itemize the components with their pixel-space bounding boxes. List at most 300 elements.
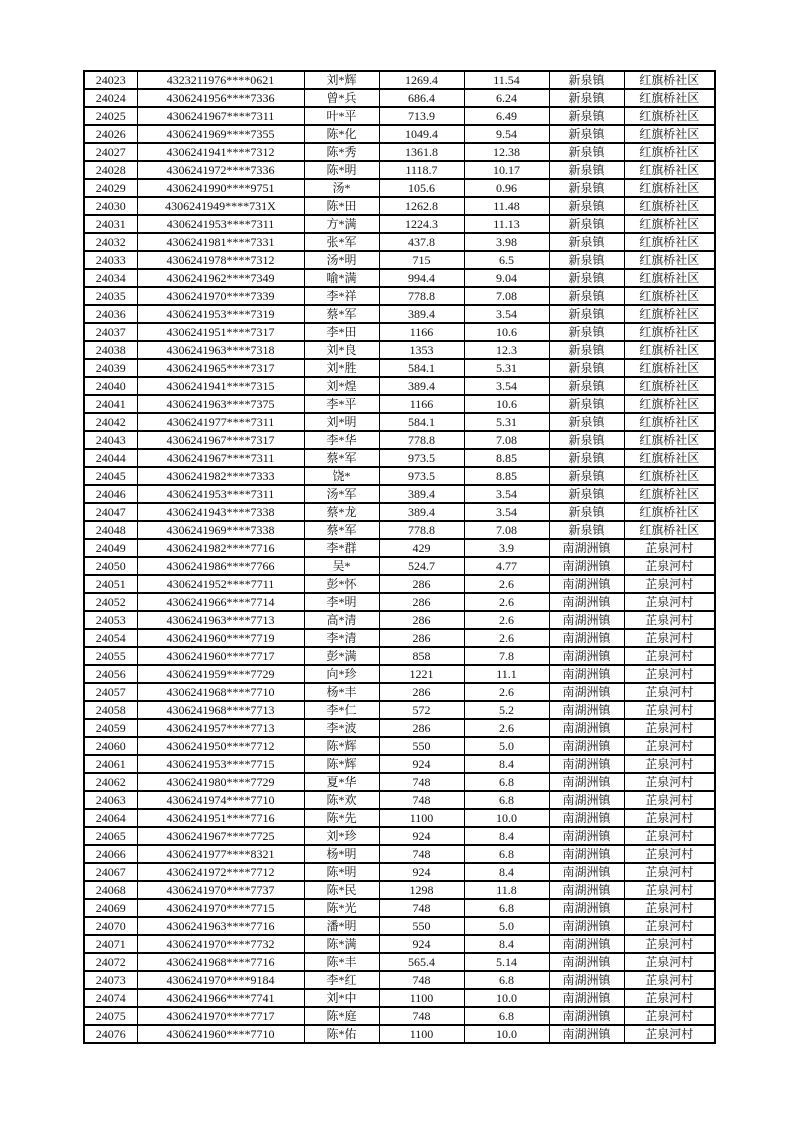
serial-cell: 24030: [84, 197, 137, 215]
table-row: [84, 575, 715, 593]
serial-cell: 24037: [84, 323, 137, 341]
amount-cell: 550: [379, 737, 464, 755]
town-cell: 南湖洲镇: [549, 1025, 624, 1043]
amount-cell: 286: [379, 575, 464, 593]
serial-cell: 24041: [84, 395, 137, 413]
amount-cell: 286: [379, 593, 464, 611]
rate-cell: 2.6: [464, 593, 549, 611]
village-cell: 红旗桥社区: [624, 269, 715, 287]
town-cell: 南湖洲镇: [549, 935, 624, 953]
serial-cell: 24070: [84, 917, 137, 935]
name-cell: 李*红: [304, 971, 379, 989]
id-number-cell: 4306241953****7311: [137, 215, 304, 233]
village-cell: 红旗桥社区: [624, 305, 715, 323]
id-number-cell: 4306241950****7712: [137, 737, 304, 755]
id-number-cell: 4306241970****7717: [137, 1007, 304, 1025]
id-number-cell: 4306241967****7725: [137, 827, 304, 845]
town-cell: 新泉镇: [549, 449, 624, 467]
town-cell: 南湖洲镇: [549, 809, 624, 827]
rate-cell: 11.13: [464, 215, 549, 233]
serial-cell: 24034: [84, 269, 137, 287]
serial-cell: 24033: [84, 251, 137, 269]
serial-cell: 24058: [84, 701, 137, 719]
name-cell: 陈*先: [304, 809, 379, 827]
serial-cell: 24039: [84, 359, 137, 377]
rate-cell: 6.8: [464, 773, 549, 791]
table-row: [84, 539, 715, 557]
name-cell: 杨*丰: [304, 683, 379, 701]
town-cell: 南湖洲镇: [549, 1007, 624, 1025]
table-row: [84, 287, 715, 305]
id-number-cell: 4306241963****7318: [137, 341, 304, 359]
name-cell: 喻*满: [304, 269, 379, 287]
village-cell: 红旗桥社区: [624, 521, 715, 539]
id-number-cell: 4306241963****7375: [137, 395, 304, 413]
name-cell: 李*华: [304, 431, 379, 449]
town-cell: 南湖洲镇: [549, 971, 624, 989]
name-cell: 高*清: [304, 611, 379, 629]
town-cell: 南湖洲镇: [549, 899, 624, 917]
table-row: [84, 125, 715, 143]
town-cell: 南湖洲镇: [549, 791, 624, 809]
serial-cell: 24044: [84, 449, 137, 467]
rate-cell: 8.4: [464, 827, 549, 845]
name-cell: 汤*: [304, 179, 379, 197]
rate-cell: 3.9: [464, 539, 549, 557]
id-number-cell: 4306241970****7715: [137, 899, 304, 917]
table-row: [84, 89, 715, 107]
village-cell: 红旗桥社区: [624, 215, 715, 233]
name-cell: 陈*辉: [304, 737, 379, 755]
name-cell: 刘*明: [304, 413, 379, 431]
town-cell: 新泉镇: [549, 413, 624, 431]
amount-cell: 286: [379, 683, 464, 701]
amount-cell: 973.5: [379, 449, 464, 467]
id-number-cell: 4306241982****7333: [137, 467, 304, 485]
amount-cell: 584.1: [379, 413, 464, 431]
village-cell: 芷泉河村: [624, 593, 715, 611]
records-table: [83, 70, 716, 1044]
name-cell: 刘*良: [304, 341, 379, 359]
town-cell: 南湖洲镇: [549, 863, 624, 881]
table-row: [84, 377, 715, 395]
id-number-cell: 4306241960****7719: [137, 629, 304, 647]
town-cell: 南湖洲镇: [549, 917, 624, 935]
id-number-cell: 4306241951****7716: [137, 809, 304, 827]
name-cell: 陈*明: [304, 863, 379, 881]
town-cell: 新泉镇: [549, 521, 624, 539]
serial-cell: 24066: [84, 845, 137, 863]
village-cell: 芷泉河村: [624, 755, 715, 773]
amount-cell: 1118.7: [379, 161, 464, 179]
village-cell: 芷泉河村: [624, 1007, 715, 1025]
town-cell: 新泉镇: [549, 395, 624, 413]
town-cell: 新泉镇: [549, 71, 624, 89]
town-cell: 南湖洲镇: [549, 647, 624, 665]
table-row: [84, 395, 715, 413]
amount-cell: 105.6: [379, 179, 464, 197]
village-cell: 芷泉河村: [624, 557, 715, 575]
amount-cell: 1298: [379, 881, 464, 899]
table-row: [84, 719, 715, 737]
village-cell: 芷泉河村: [624, 809, 715, 827]
amount-cell: 748: [379, 791, 464, 809]
rate-cell: 10.0: [464, 989, 549, 1007]
table-row: [84, 467, 715, 485]
town-cell: 新泉镇: [549, 305, 624, 323]
amount-cell: 748: [379, 971, 464, 989]
village-cell: 芷泉河村: [624, 683, 715, 701]
rate-cell: 2.6: [464, 611, 549, 629]
table-row: [84, 161, 715, 179]
town-cell: 新泉镇: [549, 323, 624, 341]
serial-cell: 24055: [84, 647, 137, 665]
id-number-cell: 4306241982****7716: [137, 539, 304, 557]
rate-cell: 7.8: [464, 647, 549, 665]
rate-cell: 8.4: [464, 935, 549, 953]
amount-cell: 286: [379, 719, 464, 737]
town-cell: 南湖洲镇: [549, 629, 624, 647]
village-cell: 红旗桥社区: [624, 431, 715, 449]
id-number-cell: 4306241978****7312: [137, 251, 304, 269]
town-cell: 南湖洲镇: [549, 773, 624, 791]
serial-cell: 24060: [84, 737, 137, 755]
id-number-cell: 4306241963****7716: [137, 917, 304, 935]
table-row: [84, 71, 715, 89]
town-cell: 南湖洲镇: [549, 719, 624, 737]
amount-cell: 715: [379, 251, 464, 269]
name-cell: 潘*明: [304, 917, 379, 935]
table-row: [84, 449, 715, 467]
village-cell: 红旗桥社区: [624, 467, 715, 485]
serial-cell: 24027: [84, 143, 137, 161]
village-cell: 芷泉河村: [624, 665, 715, 683]
amount-cell: 1100: [379, 989, 464, 1007]
serial-cell: 24045: [84, 467, 137, 485]
name-cell: 汤*明: [304, 251, 379, 269]
town-cell: 南湖洲镇: [549, 557, 624, 575]
town-cell: 新泉镇: [549, 287, 624, 305]
rate-cell: 8.4: [464, 863, 549, 881]
town-cell: 新泉镇: [549, 233, 624, 251]
id-number-cell: 4306241967****7317: [137, 431, 304, 449]
amount-cell: 1361.8: [379, 143, 464, 161]
rate-cell: 11.8: [464, 881, 549, 899]
village-cell: 红旗桥社区: [624, 485, 715, 503]
amount-cell: 778.8: [379, 431, 464, 449]
village-cell: 红旗桥社区: [624, 359, 715, 377]
serial-cell: 24063: [84, 791, 137, 809]
amount-cell: 1166: [379, 323, 464, 341]
town-cell: 新泉镇: [549, 89, 624, 107]
town-cell: 南湖洲镇: [549, 611, 624, 629]
rate-cell: 6.24: [464, 89, 549, 107]
town-cell: 南湖洲镇: [549, 953, 624, 971]
amount-cell: 924: [379, 827, 464, 845]
serial-cell: 24024: [84, 89, 137, 107]
village-cell: 芷泉河村: [624, 881, 715, 899]
table-row: [84, 269, 715, 287]
id-number-cell: 4306241966****7741: [137, 989, 304, 1007]
amount-cell: 713.9: [379, 107, 464, 125]
rate-cell: 5.31: [464, 413, 549, 431]
village-cell: 芷泉河村: [624, 1025, 715, 1043]
village-cell: 红旗桥社区: [624, 503, 715, 521]
table-row: [84, 971, 715, 989]
amount-cell: 1100: [379, 809, 464, 827]
rate-cell: 10.0: [464, 809, 549, 827]
id-number-cell: 4306241959****7729: [137, 665, 304, 683]
name-cell: 彭*满: [304, 647, 379, 665]
table-row: [84, 143, 715, 161]
amount-cell: 389.4: [379, 305, 464, 323]
rate-cell: 9.04: [464, 269, 549, 287]
rate-cell: 5.31: [464, 359, 549, 377]
table-row: [84, 521, 715, 539]
serial-cell: 24029: [84, 179, 137, 197]
table-row: [84, 107, 715, 125]
id-number-cell: 4306241972****7336: [137, 161, 304, 179]
amount-cell: 1049.4: [379, 125, 464, 143]
rate-cell: 7.08: [464, 431, 549, 449]
name-cell: 蔡*军: [304, 521, 379, 539]
rate-cell: 0.96: [464, 179, 549, 197]
serial-cell: 24048: [84, 521, 137, 539]
table-row: [84, 989, 715, 1007]
village-cell: 红旗桥社区: [624, 89, 715, 107]
village-cell: 红旗桥社区: [624, 341, 715, 359]
name-cell: 彭*怀: [304, 575, 379, 593]
amount-cell: 858: [379, 647, 464, 665]
name-cell: 蔡*军: [304, 449, 379, 467]
rate-cell: 11.54: [464, 71, 549, 89]
serial-cell: 24072: [84, 953, 137, 971]
amount-cell: 286: [379, 629, 464, 647]
amount-cell: 748: [379, 899, 464, 917]
serial-cell: 24051: [84, 575, 137, 593]
serial-cell: 24049: [84, 539, 137, 557]
town-cell: 新泉镇: [549, 377, 624, 395]
rate-cell: 6.5: [464, 251, 549, 269]
table-row: [84, 773, 715, 791]
name-cell: 向*珍: [304, 665, 379, 683]
amount-cell: 584.1: [379, 359, 464, 377]
name-cell: 杨*明: [304, 845, 379, 863]
id-number-cell: 4306241977****7311: [137, 413, 304, 431]
village-cell: 红旗桥社区: [624, 395, 715, 413]
village-cell: 芷泉河村: [624, 863, 715, 881]
table-row: [84, 1007, 715, 1025]
name-cell: 李*祥: [304, 287, 379, 305]
rate-cell: 3.54: [464, 377, 549, 395]
town-cell: 南湖洲镇: [549, 827, 624, 845]
town-cell: 南湖洲镇: [549, 989, 624, 1007]
id-number-cell: 4306241960****7717: [137, 647, 304, 665]
rate-cell: 2.6: [464, 683, 549, 701]
village-cell: 红旗桥社区: [624, 197, 715, 215]
table-row: [84, 665, 715, 683]
town-cell: 新泉镇: [549, 125, 624, 143]
name-cell: 陈*化: [304, 125, 379, 143]
table-row: [84, 251, 715, 269]
id-number-cell: 4306241956****7336: [137, 89, 304, 107]
rate-cell: 6.8: [464, 899, 549, 917]
serial-cell: 24053: [84, 611, 137, 629]
village-cell: 芷泉河村: [624, 701, 715, 719]
town-cell: 新泉镇: [549, 503, 624, 521]
town-cell: 新泉镇: [549, 143, 624, 161]
rate-cell: 9.54: [464, 125, 549, 143]
table-row: [84, 305, 715, 323]
village-cell: 红旗桥社区: [624, 251, 715, 269]
name-cell: 刘*珍: [304, 827, 379, 845]
rate-cell: 11.48: [464, 197, 549, 215]
town-cell: 南湖洲镇: [549, 683, 624, 701]
id-number-cell: 4306241941****7312: [137, 143, 304, 161]
name-cell: 陈*丰: [304, 953, 379, 971]
serial-cell: 24073: [84, 971, 137, 989]
table-row: [84, 737, 715, 755]
village-cell: 芷泉河村: [624, 737, 715, 755]
rate-cell: 10.17: [464, 161, 549, 179]
id-number-cell: 4306241970****7732: [137, 935, 304, 953]
town-cell: 南湖洲镇: [549, 881, 624, 899]
rate-cell: 3.54: [464, 305, 549, 323]
amount-cell: 1224.3: [379, 215, 464, 233]
village-cell: 红旗桥社区: [624, 143, 715, 161]
name-cell: 刘*胜: [304, 359, 379, 377]
name-cell: 蔡*军: [304, 305, 379, 323]
table-row: [84, 647, 715, 665]
town-cell: 南湖洲镇: [549, 593, 624, 611]
town-cell: 南湖洲镇: [549, 575, 624, 593]
serial-cell: 24040: [84, 377, 137, 395]
village-cell: 芷泉河村: [624, 899, 715, 917]
table-row: [84, 341, 715, 359]
rate-cell: 5.0: [464, 917, 549, 935]
table-row: [84, 1025, 715, 1043]
amount-cell: 1262.8: [379, 197, 464, 215]
name-cell: 陈*庭: [304, 1007, 379, 1025]
village-cell: 芷泉河村: [624, 935, 715, 953]
rate-cell: 10.6: [464, 323, 549, 341]
table-row: [84, 755, 715, 773]
town-cell: 南湖洲镇: [549, 755, 624, 773]
id-number-cell: 4306241953****7311: [137, 485, 304, 503]
amount-cell: 1166: [379, 395, 464, 413]
village-cell: 红旗桥社区: [624, 107, 715, 125]
rate-cell: 8.85: [464, 449, 549, 467]
name-cell: 陈*明: [304, 161, 379, 179]
table-row: [84, 917, 715, 935]
table-row: [84, 935, 715, 953]
rate-cell: 11.1: [464, 665, 549, 683]
town-cell: 新泉镇: [549, 107, 624, 125]
town-cell: 新泉镇: [549, 269, 624, 287]
serial-cell: 24028: [84, 161, 137, 179]
id-number-cell: 4306241962****7349: [137, 269, 304, 287]
serial-cell: 24071: [84, 935, 137, 953]
id-number-cell: 4306241969****7355: [137, 125, 304, 143]
table-row: [84, 557, 715, 575]
serial-cell: 24052: [84, 593, 137, 611]
id-number-cell: 4306241981****7331: [137, 233, 304, 251]
amount-cell: 1269.4: [379, 71, 464, 89]
serial-cell: 24075: [84, 1007, 137, 1025]
town-cell: 新泉镇: [549, 431, 624, 449]
town-cell: 新泉镇: [549, 485, 624, 503]
rate-cell: 5.14: [464, 953, 549, 971]
table-row: [84, 827, 715, 845]
rate-cell: 4.77: [464, 557, 549, 575]
name-cell: 李*明: [304, 593, 379, 611]
village-cell: 芷泉河村: [624, 575, 715, 593]
rate-cell: 3.54: [464, 503, 549, 521]
name-cell: 李*清: [304, 629, 379, 647]
rate-cell: 6.8: [464, 971, 549, 989]
amount-cell: 994.4: [379, 269, 464, 287]
town-cell: 新泉镇: [549, 467, 624, 485]
town-cell: 南湖洲镇: [549, 701, 624, 719]
village-cell: 芷泉河村: [624, 629, 715, 647]
name-cell: 刘*辉: [304, 71, 379, 89]
rate-cell: 12.3: [464, 341, 549, 359]
serial-cell: 24042: [84, 413, 137, 431]
table-row: [84, 611, 715, 629]
village-cell: 红旗桥社区: [624, 287, 715, 305]
village-cell: 芷泉河村: [624, 539, 715, 557]
id-number-cell: 4306241967****7311: [137, 107, 304, 125]
table-row: [84, 431, 715, 449]
rate-cell: 6.49: [464, 107, 549, 125]
name-cell: 张*军: [304, 233, 379, 251]
village-cell: 芷泉河村: [624, 827, 715, 845]
serial-cell: 24054: [84, 629, 137, 647]
id-number-cell: 4306241941****7315: [137, 377, 304, 395]
rate-cell: 10.0: [464, 1025, 549, 1043]
rate-cell: 12.38: [464, 143, 549, 161]
name-cell: 夏*华: [304, 773, 379, 791]
town-cell: 新泉镇: [549, 179, 624, 197]
village-cell: 红旗桥社区: [624, 413, 715, 431]
name-cell: 李*田: [304, 323, 379, 341]
amount-cell: 572: [379, 701, 464, 719]
town-cell: 南湖洲镇: [549, 737, 624, 755]
table-row: [84, 359, 715, 377]
id-number-cell: 4306241970****7737: [137, 881, 304, 899]
name-cell: 刘*中: [304, 989, 379, 1007]
town-cell: 新泉镇: [549, 341, 624, 359]
table-row: [84, 845, 715, 863]
id-number-cell: 4306241977****8321: [137, 845, 304, 863]
amount-cell: 748: [379, 1007, 464, 1025]
amount-cell: 1100: [379, 1025, 464, 1043]
serial-cell: 24038: [84, 341, 137, 359]
rate-cell: 2.6: [464, 629, 549, 647]
town-cell: 新泉镇: [549, 215, 624, 233]
serial-cell: 24023: [84, 71, 137, 89]
name-cell: 方*满: [304, 215, 379, 233]
id-number-cell: 4306241970****7339: [137, 287, 304, 305]
id-number-cell: 4306241943****7338: [137, 503, 304, 521]
rate-cell: 2.6: [464, 719, 549, 737]
table-row: [84, 899, 715, 917]
serial-cell: 24076: [84, 1025, 137, 1043]
amount-cell: 748: [379, 773, 464, 791]
rate-cell: 8.85: [464, 467, 549, 485]
serial-cell: 24067: [84, 863, 137, 881]
id-number-cell: 4306241952****7711: [137, 575, 304, 593]
